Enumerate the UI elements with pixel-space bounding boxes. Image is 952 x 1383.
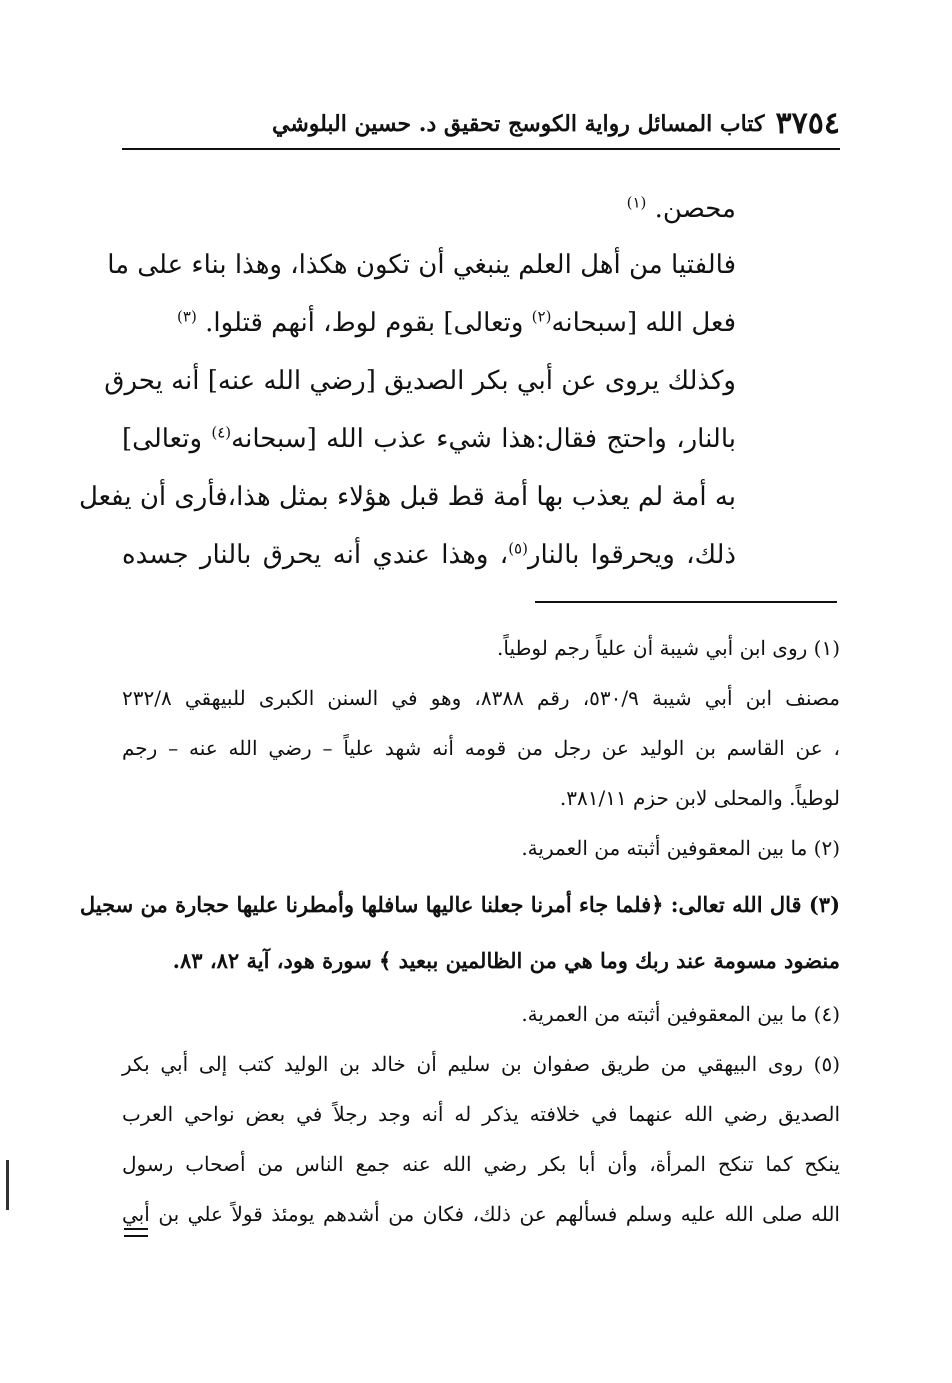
- footnote-1-line-2: مصنف ابن أبي شيبة ٥٣٠/٩، رقم ٨٣٨٨، وهو في السنن الكبرى للبيهقي ٢٣٢/٨: [122, 686, 840, 710]
- main-line-6: به أمة لم يعذب بها أمة قط قبل هؤلاء بمثل هذا،فأرى أن يفعل: [78, 482, 736, 512]
- page-number: ٣٧٥٤: [775, 106, 840, 141]
- main-line-3: فعل الله [سبحانه$^{(٢)}$ وتعالى] بقوم لوط، أنهم قتلوا. $^{(٣)}$: [177, 307, 736, 338]
- footnote-1-line-3: ، عن القاسم بن الوليد عن رجل من قومه أنه شهد علياً – رضي الله عنه – رجم: [122, 736, 840, 760]
- footnote-5: (٥) روى البيهقي من طريق صفوان بن سليم أن خالد بن الوليد كتب إلى أبي بكر: [122, 1052, 840, 1076]
- main-line-5: بالنار، واحتج فقال:هذا شيء عذب الله [سبحانه$^{(٤)}$ وتعالى]: [122, 423, 736, 454]
- scan-margin-mark: [6, 1160, 9, 1210]
- footnote-1-line-4: لوطياً. والمحلى لابن حزم ٣٨١/١١.: [559, 786, 840, 810]
- main-line-2: فالفتيا من أهل العلم ينبغي أن تكون هكذا، وهذا بناء على ما: [107, 250, 736, 280]
- page-header: [122, 104, 840, 144]
- footnote-1: (١) روى ابن أبي شيبة أن علياً رجم لوطياً.: [497, 636, 840, 660]
- header-rule: [122, 148, 840, 150]
- footnote-4: (٤) ما بين المعقوفين أثبته من العمرية.: [521, 1002, 840, 1026]
- running-title: كتاب المسائل رواية الكوسج تحقيق د. حسين البلوشي: [272, 111, 765, 137]
- main-line-7: ذلك، ويحرقوا بالنار$^{(٥)}$، وهذا عندي أنه يحرق بالنار جسده: [122, 539, 736, 570]
- footnote-separator: [535, 601, 837, 603]
- footnote-2: (٢) ما بين المعقوفين أثبته من العمرية.: [521, 836, 840, 860]
- footnote-5-line-2: الصديق رضي الله عنهما في خلافته يذكر له أنه وجد رجلاً في بعض نواحي العرب: [122, 1102, 840, 1126]
- footnote-5-line-3: ينكح كما تنكح المرأة، وأن أبا بكر رضي الله عنه جمع الناس من أصحاب رسول: [122, 1152, 840, 1176]
- main-line-1: محصن. $^{(١)}$: [626, 193, 736, 224]
- continuation-mark: [124, 1228, 148, 1242]
- main-text: [78, 180, 736, 584]
- footnote-3: (٣) قال الله تعالى: ﴿فلما جاء أمرنا جعلنا عاليها سافلها وأمطرنا عليها حجارة من سجيل: [79, 892, 840, 917]
- main-line-4: وكذلك يروى عن أبي بكر الصديق [رضي الله عنه] أنه يحرق: [104, 366, 736, 396]
- footnotes: [79, 623, 840, 1239]
- footnote-3-line-2: منضود مسومة عند ربك وما هي من الظالمين ببعيد ﴾ سورة هود، آية ٨٢، ٨٣.: [172, 948, 840, 973]
- footnote-5-line-4: الله صلى الله عليه وسلم فسألهم عن ذلك، فكان من أشدهم يومئذ قولاً علي بن أبي: [122, 1202, 840, 1226]
